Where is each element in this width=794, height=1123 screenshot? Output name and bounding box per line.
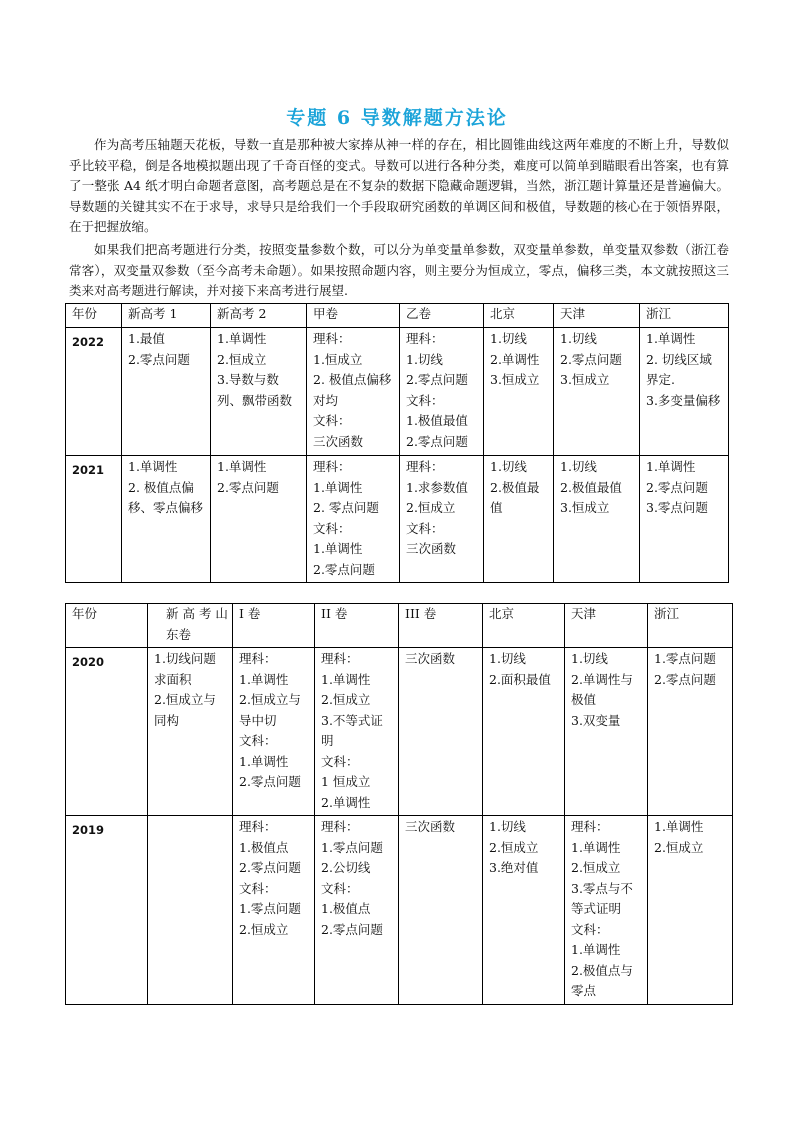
header-cell: III 卷 (399, 604, 483, 648)
page-title: 专题 6 导数解题方法论 (286, 107, 508, 129)
table-cell: 理科： 1.零点问题 2.公切线 文科： 1.极值点 2.零点问题 (315, 816, 399, 1005)
intro-paragraph-1: 作为高考压轴题天花板，导数一直是那种被大家捧从神一样的存在，相比圆锥曲线这两年难度的不断上升，导数似乎比较平稳，倒是各地模拟题出现了千奇百怪的变式。导数可以进行各种分类，难度可以简单到瞄眼看出答案，也有算了一整张 A4 纸才明白命题者意图，高考题总是在不复杂的数据下隐藏命题逻辑，当然，浙江题计算量还是普遍偏大。导数题的关键其实不在于求导，求导只是给我们一个手段取研究函数的单调区间和极值，导数题的核心在于领悟界限，在于把握放缩。 (69, 137, 729, 234)
header-cell: 新高考 2 (211, 304, 307, 328)
table-cell: 1.单调性 2.恒成立 3.导数与数列、飘带函数 (211, 328, 307, 456)
header-cell: 浙江 (648, 604, 733, 648)
table-cell: 1.切线 2.面积最值 (483, 648, 565, 816)
header-cell: 新 高 考 山东卷 (148, 604, 233, 648)
header-cell: 天津 (554, 304, 640, 328)
table-cell: 理科： 1.单调性 2.恒成立 3.零点与不等式证明 文科： 1.单调性 2.极值点与零点 (565, 816, 648, 1005)
table-header-row (66, 304, 729, 328)
table-cell: 理科： 1.单调性 2. 零点问题 文科： 1.单调性 2.零点问题 (307, 456, 400, 583)
table-cell: 理科： 1.单调性 2.恒成立 3.不等式证明 文科： 1 恒成立 2.单调性 (315, 648, 399, 816)
table-cell: 理科： 1.单调性 2.恒成立与导中切 文科： 1.单调性 2.零点问题 (233, 648, 315, 816)
header-cell: 天津 (565, 604, 648, 648)
header-cell: 甲卷 (307, 304, 400, 328)
table-cell: 1.单调性 2.零点问题 (211, 456, 307, 583)
year-cell: 2019 (66, 816, 148, 1005)
table-cell: 1.切线问题求面积 2.恒成立与同构 (148, 648, 233, 816)
header-cell: 乙卷 (400, 304, 484, 328)
table-cell: 1.切线 2.单调性与极值 3.双变量 (565, 648, 648, 816)
table-row (66, 816, 733, 1005)
table-cell: 三次函数 (399, 648, 483, 816)
table-cell: 理科： 1.切线 2.零点问题 文科： 1.极值最值 2.零点问题 (400, 328, 484, 456)
table-cell: 理科： 1.极值点 2.零点问题 文科： 1.零点问题 2.恒成立 (233, 816, 315, 1005)
table-cell: 理科： 1.恒成立 2. 极值点偏移对均 文科： 三次函数 (307, 328, 400, 456)
year-cell: 2021 (66, 456, 122, 583)
table-row (66, 648, 733, 816)
header-cell: II 卷 (315, 604, 399, 648)
table-cell: 三次函数 (399, 816, 483, 1005)
table-cell (148, 816, 233, 1005)
header-cell: 新高考 1 (122, 304, 211, 328)
table-cell: 1.单调性 2. 切线区域界定. 3.多变量偏移 (640, 328, 729, 456)
table-row (66, 456, 729, 583)
header-cell: 北京 (484, 304, 554, 328)
table-cell: 1.单调性 2.恒成立 (648, 816, 733, 1005)
table-cell: 1.切线 2.极值最值 (484, 456, 554, 583)
intro-paragraph-2: 如果我们把高考题进行分类，按照变量参数个数，可以分为单变量单参数，双变量单参数，单变量双参数（浙江卷常客），双变量双参数（至今高考未命题）。如果按照命题内容，则主要分为恒成立，零点，偏移三类，本文就按照这三类来对高考题进行解读，并对接下来高考进行展望. (69, 242, 729, 298)
table-cell: 1.切线 2.单调性 3.恒成立 (484, 328, 554, 456)
table-cell: 1.切线 2.极值最值 3.恒成立 (554, 456, 640, 583)
table-cell: 1.最值 2.零点问题 (122, 328, 211, 456)
header-cell: 北京 (483, 604, 565, 648)
table-cell: 1.切线 2.恒成立 3.绝对值 (483, 816, 565, 1005)
table-header-row (66, 604, 733, 648)
exam-topic-table-2022-2021 (65, 303, 729, 583)
table-cell: 1.单调性 2. 极值点偏移、零点偏移 (122, 456, 211, 583)
table-cell: 1.切线 2.零点问题 3.恒成立 (554, 328, 640, 456)
header-cell: I 卷 (233, 604, 315, 648)
exam-topic-table-2020-2019 (65, 603, 733, 1005)
year-cell: 2020 (66, 648, 148, 816)
table-cell: 理科： 1.求参数值 2.恒成立 文科： 三次函数 (400, 456, 484, 583)
table-row (66, 328, 729, 456)
year-cell: 2022 (66, 328, 122, 456)
header-cell: 浙江 (640, 304, 729, 328)
table-cell: 1.零点问题 2.零点问题 (648, 648, 733, 816)
header-cell-year: 年份 (66, 604, 148, 648)
header-cell-year: 年份 (66, 304, 122, 328)
table-cell: 1.单调性 2.零点问题 3.零点问题 (640, 456, 729, 583)
